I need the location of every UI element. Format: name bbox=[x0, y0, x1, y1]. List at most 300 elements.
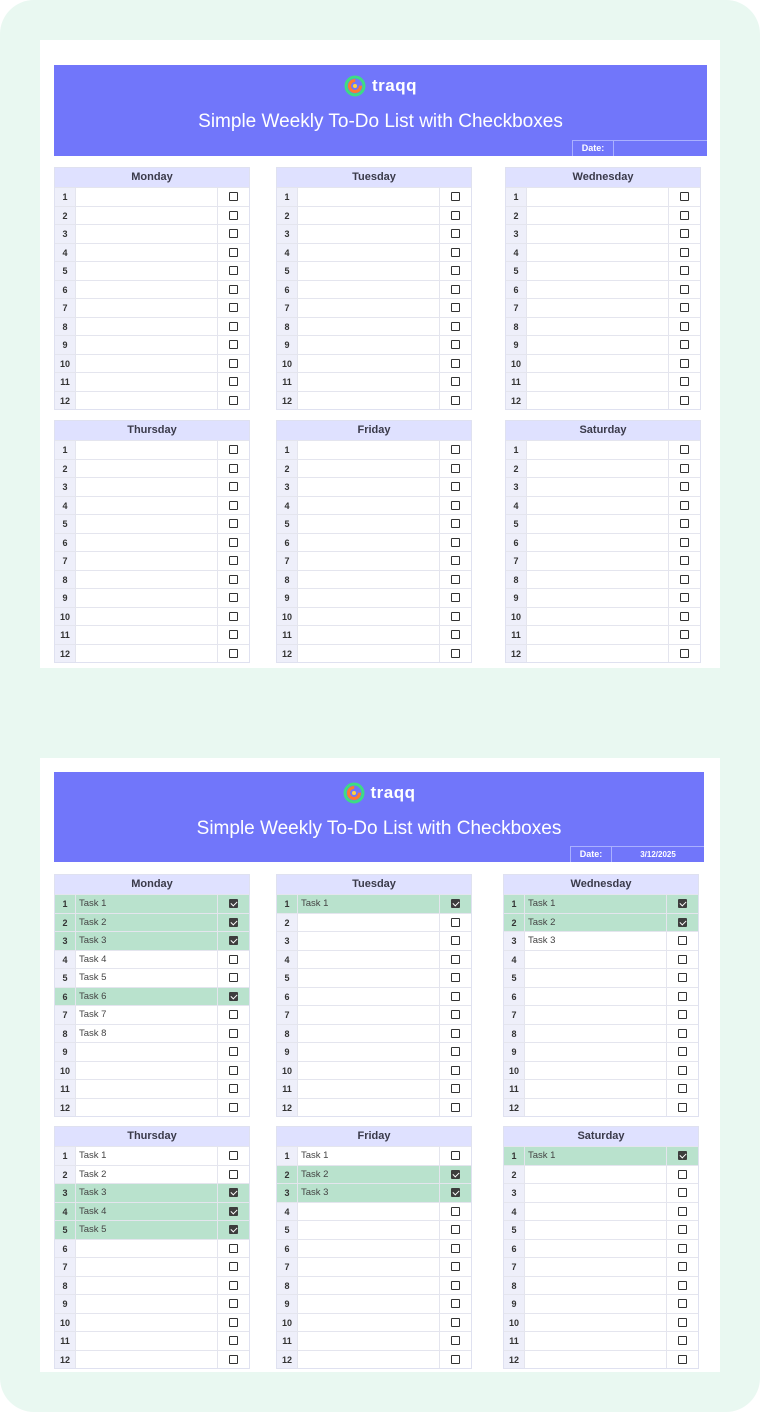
unchecked-checkbox[interactable] bbox=[451, 1281, 460, 1290]
task-cell[interactable] bbox=[298, 1221, 440, 1239]
unchecked-checkbox[interactable] bbox=[229, 593, 238, 602]
checked-checkbox[interactable] bbox=[229, 992, 238, 1001]
unchecked-checkbox[interactable] bbox=[680, 340, 689, 349]
checked-checkbox[interactable] bbox=[229, 918, 238, 927]
unchecked-checkbox[interactable] bbox=[678, 1010, 687, 1019]
task-cell[interactable] bbox=[527, 441, 669, 459]
unchecked-checkbox[interactable] bbox=[451, 266, 460, 275]
task-row bbox=[55, 280, 249, 299]
task-cell[interactable]: Task 4 bbox=[76, 951, 218, 969]
unchecked-checkbox[interactable] bbox=[229, 519, 238, 528]
unchecked-checkbox[interactable] bbox=[451, 285, 460, 294]
unchecked-checkbox[interactable] bbox=[229, 630, 238, 639]
unchecked-checkbox[interactable] bbox=[678, 973, 687, 982]
task-cell[interactable] bbox=[527, 515, 669, 533]
task-cell[interactable]: Task 3 bbox=[525, 932, 667, 950]
unchecked-checkbox[interactable] bbox=[229, 1084, 238, 1093]
task-cell[interactable] bbox=[76, 1332, 218, 1350]
unchecked-checkbox[interactable] bbox=[229, 464, 238, 473]
task-cell[interactable] bbox=[525, 1184, 667, 1202]
unchecked-checkbox[interactable] bbox=[229, 556, 238, 565]
task-cell[interactable] bbox=[525, 1062, 667, 1080]
unchecked-checkbox[interactable] bbox=[229, 501, 238, 510]
task-cell[interactable] bbox=[298, 1332, 440, 1350]
task-cell[interactable] bbox=[76, 299, 218, 317]
unchecked-checkbox[interactable] bbox=[678, 1029, 687, 1038]
task-cell[interactable] bbox=[525, 1203, 667, 1221]
task-cell[interactable] bbox=[298, 318, 440, 336]
unchecked-checkbox[interactable] bbox=[229, 1047, 238, 1056]
task-cell[interactable] bbox=[527, 318, 669, 336]
unchecked-checkbox[interactable] bbox=[678, 1066, 687, 1075]
task-cell[interactable] bbox=[298, 571, 440, 589]
task-cell[interactable] bbox=[298, 589, 440, 607]
task-cell[interactable] bbox=[298, 188, 440, 206]
unchecked-checkbox[interactable] bbox=[451, 192, 460, 201]
task-cell[interactable] bbox=[525, 1314, 667, 1332]
task-cell[interactable] bbox=[298, 392, 440, 410]
task-cell[interactable]: Task 1 bbox=[76, 895, 218, 913]
task-cell[interactable] bbox=[298, 1277, 440, 1295]
task-cell[interactable]: Task 3 bbox=[76, 1184, 218, 1202]
task-cell[interactable] bbox=[298, 969, 440, 987]
checked-checkbox[interactable] bbox=[229, 899, 238, 908]
task-cell[interactable]: Task 3 bbox=[298, 1184, 440, 1202]
task-cell[interactable] bbox=[76, 225, 218, 243]
task-cell[interactable] bbox=[76, 244, 218, 262]
task-cell[interactable]: Task 1 bbox=[76, 1147, 218, 1165]
task-cell[interactable] bbox=[298, 1203, 440, 1221]
task-cell[interactable] bbox=[76, 318, 218, 336]
task-cell[interactable] bbox=[525, 1351, 667, 1369]
task-cell[interactable] bbox=[76, 1240, 218, 1258]
task-cell[interactable] bbox=[298, 497, 440, 515]
checked-checkbox[interactable] bbox=[451, 899, 460, 908]
unchecked-checkbox[interactable] bbox=[229, 1336, 238, 1345]
unchecked-checkbox[interactable] bbox=[680, 359, 689, 368]
task-cell[interactable] bbox=[527, 534, 669, 552]
task-cell[interactable] bbox=[525, 1258, 667, 1276]
task-cell[interactable] bbox=[527, 626, 669, 644]
unchecked-checkbox[interactable] bbox=[229, 1029, 238, 1038]
unchecked-checkbox[interactable] bbox=[451, 1299, 460, 1308]
unchecked-checkbox[interactable] bbox=[229, 1262, 238, 1271]
unchecked-checkbox[interactable] bbox=[680, 464, 689, 473]
task-cell[interactable] bbox=[298, 299, 440, 317]
task-cell[interactable] bbox=[525, 969, 667, 987]
unchecked-checkbox[interactable] bbox=[678, 1336, 687, 1345]
task-cell[interactable] bbox=[76, 1314, 218, 1332]
unchecked-checkbox[interactable] bbox=[229, 575, 238, 584]
unchecked-checkbox[interactable] bbox=[229, 955, 238, 964]
unchecked-checkbox[interactable] bbox=[229, 973, 238, 982]
unchecked-checkbox[interactable] bbox=[451, 1318, 460, 1327]
unchecked-checkbox[interactable] bbox=[680, 322, 689, 331]
task-cell[interactable] bbox=[298, 1240, 440, 1258]
unchecked-checkbox[interactable] bbox=[451, 501, 460, 510]
unchecked-checkbox[interactable] bbox=[229, 229, 238, 238]
checked-checkbox[interactable] bbox=[678, 899, 687, 908]
task-cell[interactable] bbox=[525, 1080, 667, 1098]
task-cell[interactable] bbox=[525, 1240, 667, 1258]
task-cell[interactable]: Task 7 bbox=[76, 1006, 218, 1024]
task-cell[interactable] bbox=[76, 1080, 218, 1098]
task-cell[interactable] bbox=[527, 497, 669, 515]
unchecked-checkbox[interactable] bbox=[451, 1010, 460, 1019]
task-cell[interactable] bbox=[527, 262, 669, 280]
unchecked-checkbox[interactable] bbox=[678, 992, 687, 1001]
task-cell[interactable]: Task 1 bbox=[298, 895, 440, 913]
task-cell[interactable] bbox=[298, 478, 440, 496]
unchecked-checkbox[interactable] bbox=[451, 1029, 460, 1038]
task-cell[interactable] bbox=[76, 534, 218, 552]
unchecked-checkbox[interactable] bbox=[229, 538, 238, 547]
unchecked-checkbox[interactable] bbox=[229, 612, 238, 621]
unchecked-checkbox[interactable] bbox=[680, 285, 689, 294]
task-cell[interactable] bbox=[298, 244, 440, 262]
unchecked-checkbox[interactable] bbox=[678, 1262, 687, 1271]
unchecked-checkbox[interactable] bbox=[451, 303, 460, 312]
task-cell[interactable] bbox=[527, 392, 669, 410]
task-cell[interactable] bbox=[298, 1043, 440, 1061]
task-cell[interactable] bbox=[527, 373, 669, 391]
unchecked-checkbox[interactable] bbox=[229, 248, 238, 257]
unchecked-checkbox[interactable] bbox=[678, 1355, 687, 1364]
unchecked-checkbox[interactable] bbox=[451, 211, 460, 220]
unchecked-checkbox[interactable] bbox=[229, 482, 238, 491]
task-cell[interactable] bbox=[298, 281, 440, 299]
task-cell[interactable] bbox=[527, 244, 669, 262]
task-cell[interactable] bbox=[527, 207, 669, 225]
unchecked-checkbox[interactable] bbox=[451, 1084, 460, 1093]
task-cell[interactable] bbox=[527, 571, 669, 589]
unchecked-checkbox[interactable] bbox=[678, 1318, 687, 1327]
unchecked-checkbox[interactable] bbox=[680, 303, 689, 312]
unchecked-checkbox[interactable] bbox=[451, 649, 460, 658]
task-cell[interactable] bbox=[298, 1006, 440, 1024]
unchecked-checkbox[interactable] bbox=[680, 575, 689, 584]
unchecked-checkbox[interactable] bbox=[229, 322, 238, 331]
unchecked-checkbox[interactable] bbox=[229, 396, 238, 405]
unchecked-checkbox[interactable] bbox=[451, 992, 460, 1001]
unchecked-checkbox[interactable] bbox=[678, 1244, 687, 1253]
unchecked-checkbox[interactable] bbox=[678, 1207, 687, 1216]
task-cell[interactable] bbox=[76, 515, 218, 533]
task-cell[interactable] bbox=[298, 1099, 440, 1117]
date-field[interactable] bbox=[572, 140, 707, 156]
unchecked-checkbox[interactable] bbox=[680, 649, 689, 658]
unchecked-checkbox[interactable] bbox=[451, 1244, 460, 1253]
unchecked-checkbox[interactable] bbox=[229, 1281, 238, 1290]
task-cell[interactable] bbox=[76, 1295, 218, 1313]
brand-name: traqq bbox=[370, 783, 416, 802]
checked-checkbox[interactable] bbox=[678, 918, 687, 927]
unchecked-checkbox[interactable] bbox=[229, 1318, 238, 1327]
unchecked-checkbox[interactable] bbox=[680, 396, 689, 405]
task-cell[interactable] bbox=[298, 441, 440, 459]
task-row bbox=[506, 551, 700, 570]
unchecked-checkbox[interactable] bbox=[451, 612, 460, 621]
unchecked-checkbox[interactable] bbox=[680, 211, 689, 220]
task-cell[interactable] bbox=[76, 589, 218, 607]
unchecked-checkbox[interactable] bbox=[680, 630, 689, 639]
task-cell[interactable] bbox=[298, 1080, 440, 1098]
task-cell[interactable] bbox=[298, 932, 440, 950]
task-cell[interactable] bbox=[298, 608, 440, 626]
task-cell[interactable] bbox=[527, 589, 669, 607]
task-cell[interactable] bbox=[76, 1062, 218, 1080]
task-row bbox=[277, 1331, 471, 1350]
unchecked-checkbox[interactable] bbox=[451, 445, 460, 454]
unchecked-checkbox[interactable] bbox=[678, 1170, 687, 1179]
unchecked-checkbox[interactable] bbox=[451, 1066, 460, 1075]
task-cell[interactable] bbox=[527, 355, 669, 373]
task-cell[interactable]: Task 1 bbox=[525, 1147, 667, 1165]
task-cell[interactable] bbox=[527, 645, 669, 663]
task-cell[interactable] bbox=[527, 552, 669, 570]
task-cell[interactable] bbox=[298, 645, 440, 663]
task-row bbox=[506, 514, 700, 533]
task-cell[interactable] bbox=[298, 1025, 440, 1043]
task-cell[interactable] bbox=[76, 392, 218, 410]
unchecked-checkbox[interactable] bbox=[229, 1355, 238, 1364]
unchecked-checkbox[interactable] bbox=[229, 1010, 238, 1019]
checked-checkbox[interactable] bbox=[451, 1188, 460, 1197]
task-cell[interactable] bbox=[527, 188, 669, 206]
task-cell[interactable] bbox=[527, 299, 669, 317]
task-cell[interactable]: Task 1 bbox=[525, 895, 667, 913]
unchecked-checkbox[interactable] bbox=[680, 266, 689, 275]
task-cell[interactable] bbox=[298, 460, 440, 478]
unchecked-checkbox[interactable] bbox=[229, 649, 238, 658]
task-cell[interactable] bbox=[527, 608, 669, 626]
unchecked-checkbox[interactable] bbox=[229, 266, 238, 275]
task-cell[interactable] bbox=[76, 571, 218, 589]
task-cell[interactable] bbox=[76, 1277, 218, 1295]
unchecked-checkbox[interactable] bbox=[451, 248, 460, 257]
task-cell[interactable] bbox=[525, 1332, 667, 1350]
task-cell[interactable]: Task 2 bbox=[76, 914, 218, 932]
date-value[interactable]: 3/12/2025 bbox=[640, 850, 676, 859]
unchecked-checkbox[interactable] bbox=[229, 377, 238, 386]
task-cell[interactable] bbox=[525, 1025, 667, 1043]
task-cell[interactable] bbox=[76, 497, 218, 515]
unchecked-checkbox[interactable] bbox=[451, 229, 460, 238]
checked-checkbox[interactable] bbox=[451, 1170, 460, 1179]
task-cell[interactable] bbox=[298, 225, 440, 243]
unchecked-checkbox[interactable] bbox=[678, 1047, 687, 1056]
task-cell[interactable] bbox=[298, 534, 440, 552]
unchecked-checkbox[interactable] bbox=[229, 1066, 238, 1075]
unchecked-checkbox[interactable] bbox=[451, 1207, 460, 1216]
checked-checkbox[interactable] bbox=[229, 1188, 238, 1197]
unchecked-checkbox[interactable] bbox=[451, 918, 460, 927]
unchecked-checkbox[interactable] bbox=[229, 340, 238, 349]
unchecked-checkbox[interactable] bbox=[229, 192, 238, 201]
task-cell[interactable] bbox=[76, 207, 218, 225]
unchecked-checkbox[interactable] bbox=[680, 229, 689, 238]
task-cell[interactable] bbox=[76, 626, 218, 644]
task-cell[interactable] bbox=[525, 1099, 667, 1117]
task-cell[interactable] bbox=[76, 1099, 218, 1117]
unchecked-checkbox[interactable] bbox=[680, 445, 689, 454]
unchecked-checkbox[interactable] bbox=[229, 285, 238, 294]
task-cell[interactable] bbox=[76, 1258, 218, 1276]
unchecked-checkbox[interactable] bbox=[451, 322, 460, 331]
unchecked-checkbox[interactable] bbox=[229, 445, 238, 454]
unchecked-checkbox[interactable] bbox=[229, 1299, 238, 1308]
task-cell[interactable] bbox=[525, 1043, 667, 1061]
unchecked-checkbox[interactable] bbox=[229, 211, 238, 220]
unchecked-checkbox[interactable] bbox=[229, 1103, 238, 1112]
task-cell[interactable]: Task 4 bbox=[76, 1203, 218, 1221]
unchecked-checkbox[interactable] bbox=[680, 538, 689, 547]
task-cell[interactable] bbox=[76, 478, 218, 496]
unchecked-checkbox[interactable] bbox=[229, 303, 238, 312]
unchecked-checkbox[interactable] bbox=[680, 556, 689, 565]
unchecked-checkbox[interactable] bbox=[451, 1225, 460, 1234]
task-cell[interactable] bbox=[525, 1006, 667, 1024]
task-cell[interactable] bbox=[298, 1062, 440, 1080]
task-cell[interactable] bbox=[76, 1351, 218, 1369]
unchecked-checkbox[interactable] bbox=[451, 464, 460, 473]
task-cell[interactable]: Task 8 bbox=[76, 1025, 218, 1043]
unchecked-checkbox[interactable] bbox=[451, 519, 460, 528]
task-cell[interactable] bbox=[527, 460, 669, 478]
task-cell[interactable] bbox=[298, 552, 440, 570]
task-cell[interactable] bbox=[298, 914, 440, 932]
unchecked-checkbox[interactable] bbox=[680, 482, 689, 491]
row-number: 1 bbox=[277, 188, 298, 206]
unchecked-checkbox[interactable] bbox=[451, 1047, 460, 1056]
unchecked-checkbox[interactable] bbox=[451, 630, 460, 639]
unchecked-checkbox[interactable] bbox=[451, 1355, 460, 1364]
unchecked-checkbox[interactable] bbox=[451, 556, 460, 565]
task-cell[interactable] bbox=[525, 1295, 667, 1313]
unchecked-checkbox[interactable] bbox=[451, 955, 460, 964]
task-cell[interactable]: Task 1 bbox=[298, 1147, 440, 1165]
unchecked-checkbox[interactable] bbox=[680, 377, 689, 386]
unchecked-checkbox[interactable] bbox=[680, 192, 689, 201]
task-cell[interactable] bbox=[76, 460, 218, 478]
checked-checkbox[interactable] bbox=[678, 1151, 687, 1160]
task-cell[interactable] bbox=[76, 336, 218, 354]
unchecked-checkbox[interactable] bbox=[451, 359, 460, 368]
task-cell[interactable] bbox=[298, 1314, 440, 1332]
unchecked-checkbox[interactable] bbox=[451, 973, 460, 982]
unchecked-checkbox[interactable] bbox=[451, 396, 460, 405]
unchecked-checkbox[interactable] bbox=[678, 936, 687, 945]
unchecked-checkbox[interactable] bbox=[229, 1244, 238, 1253]
task-cell[interactable] bbox=[298, 626, 440, 644]
task-cell[interactable] bbox=[298, 988, 440, 1006]
task-cell[interactable] bbox=[525, 1221, 667, 1239]
checked-checkbox[interactable] bbox=[229, 1207, 238, 1216]
unchecked-checkbox[interactable] bbox=[229, 359, 238, 368]
unchecked-checkbox[interactable] bbox=[451, 1262, 460, 1271]
task-cell[interactable] bbox=[525, 1166, 667, 1184]
task-cell[interactable]: Task 6 bbox=[76, 988, 218, 1006]
unchecked-checkbox[interactable] bbox=[451, 538, 460, 547]
unchecked-checkbox[interactable] bbox=[451, 1103, 460, 1112]
task-cell[interactable] bbox=[76, 608, 218, 626]
task-cell[interactable] bbox=[76, 645, 218, 663]
unchecked-checkbox[interactable] bbox=[678, 1299, 687, 1308]
unchecked-checkbox[interactable] bbox=[451, 593, 460, 602]
task-cell[interactable] bbox=[527, 478, 669, 496]
unchecked-checkbox[interactable] bbox=[678, 955, 687, 964]
unchecked-checkbox[interactable] bbox=[678, 1225, 687, 1234]
task-cell[interactable] bbox=[298, 1351, 440, 1369]
date-field[interactable] bbox=[570, 846, 704, 862]
task-cell[interactable] bbox=[527, 336, 669, 354]
task-cell[interactable] bbox=[76, 552, 218, 570]
task-cell[interactable]: Task 3 bbox=[76, 932, 218, 950]
task-cell[interactable] bbox=[76, 355, 218, 373]
unchecked-checkbox[interactable] bbox=[451, 1336, 460, 1345]
unchecked-checkbox[interactable] bbox=[229, 1170, 238, 1179]
task-cell[interactable]: Task 2 bbox=[298, 1166, 440, 1184]
task-cell[interactable] bbox=[298, 1258, 440, 1276]
task-cell[interactable] bbox=[76, 441, 218, 459]
task-cell[interactable] bbox=[298, 336, 440, 354]
task-cell[interactable] bbox=[298, 262, 440, 280]
unchecked-checkbox[interactable] bbox=[678, 1188, 687, 1197]
unchecked-checkbox[interactable] bbox=[678, 1084, 687, 1093]
task-cell[interactable] bbox=[76, 1043, 218, 1061]
task-cell[interactable] bbox=[525, 1277, 667, 1295]
task-cell[interactable] bbox=[76, 373, 218, 391]
task-cell[interactable] bbox=[298, 515, 440, 533]
unchecked-checkbox[interactable] bbox=[680, 248, 689, 257]
task-cell[interactable] bbox=[525, 988, 667, 1006]
task-cell[interactable] bbox=[76, 281, 218, 299]
unchecked-checkbox[interactable] bbox=[680, 593, 689, 602]
traqq-logo-icon bbox=[344, 75, 366, 97]
task-cell[interactable] bbox=[76, 262, 218, 280]
row-number: 11 bbox=[55, 1332, 76, 1350]
checked-checkbox[interactable] bbox=[229, 936, 238, 945]
unchecked-checkbox[interactable] bbox=[451, 1151, 460, 1160]
task-cell[interactable] bbox=[298, 207, 440, 225]
task-cell[interactable] bbox=[527, 225, 669, 243]
task-cell[interactable] bbox=[298, 951, 440, 969]
task-cell[interactable]: Task 5 bbox=[76, 969, 218, 987]
task-cell[interactable]: Task 2 bbox=[76, 1166, 218, 1184]
unchecked-checkbox[interactable] bbox=[678, 1281, 687, 1290]
unchecked-checkbox[interactable] bbox=[451, 340, 460, 349]
task-cell[interactable] bbox=[76, 188, 218, 206]
unchecked-checkbox[interactable] bbox=[229, 1151, 238, 1160]
task-cell[interactable] bbox=[298, 373, 440, 391]
task-row bbox=[277, 298, 471, 317]
task-cell[interactable] bbox=[527, 281, 669, 299]
task-cell[interactable] bbox=[298, 1295, 440, 1313]
unchecked-checkbox[interactable] bbox=[680, 612, 689, 621]
unchecked-checkbox[interactable] bbox=[680, 519, 689, 528]
task-cell[interactable]: Task 5 bbox=[76, 1221, 218, 1239]
task-cell[interactable] bbox=[298, 355, 440, 373]
unchecked-checkbox[interactable] bbox=[451, 482, 460, 491]
task-cell[interactable] bbox=[525, 951, 667, 969]
unchecked-checkbox[interactable] bbox=[678, 1103, 687, 1112]
unchecked-checkbox[interactable] bbox=[680, 501, 689, 510]
unchecked-checkbox[interactable] bbox=[451, 575, 460, 584]
unchecked-checkbox[interactable] bbox=[451, 936, 460, 945]
unchecked-checkbox[interactable] bbox=[451, 377, 460, 386]
checked-checkbox[interactable] bbox=[229, 1225, 238, 1234]
task-cell[interactable]: Task 2 bbox=[525, 914, 667, 932]
